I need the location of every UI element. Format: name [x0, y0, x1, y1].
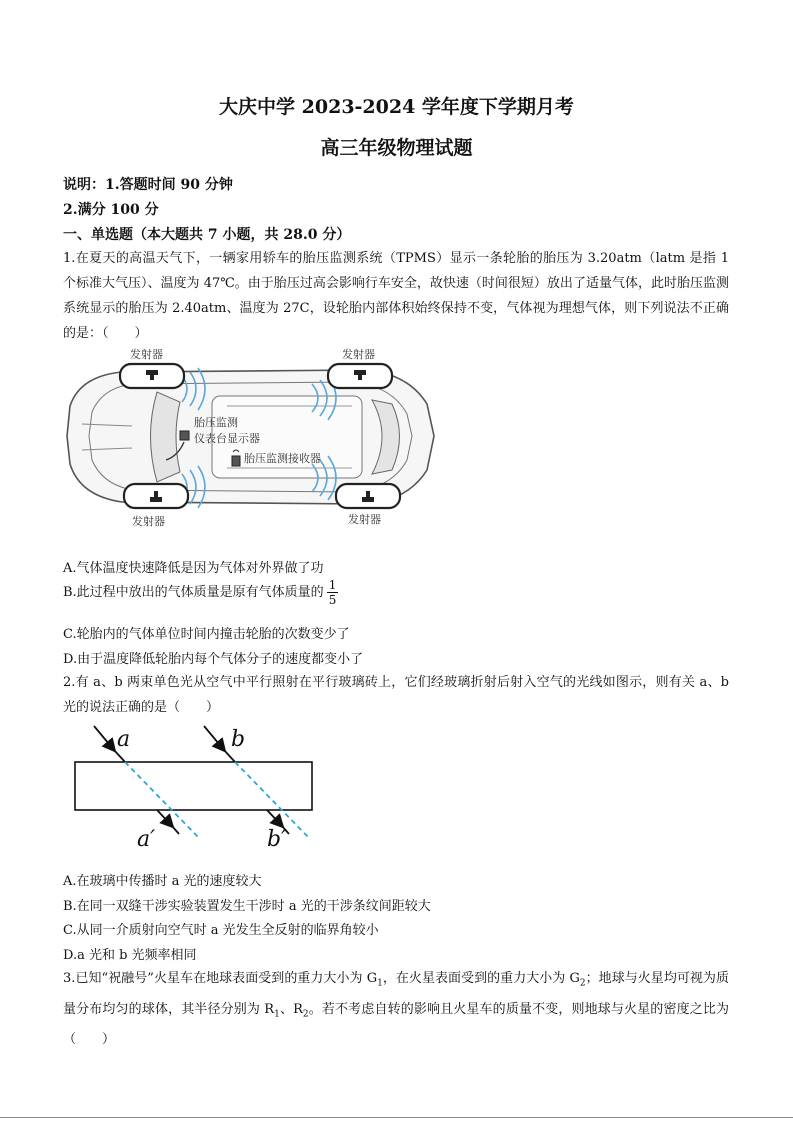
receiver-icon	[232, 456, 240, 466]
label-a-prime: a′	[137, 827, 156, 852]
section-heading: 一、单选题（本大题共 7 小题，共 28.0 分）	[63, 227, 351, 243]
fraction-one-fifth	[327, 578, 339, 607]
q3-text-5: 。若不考虑自转的影响且火星车的质量不变，则地球与火星的密度之比为（ ）	[63, 1001, 729, 1048]
windshield	[151, 392, 181, 482]
q1-option-b-text: B.此过程中放出的气体质量是原有气体质量的	[63, 585, 324, 600]
exam-subtitle: 高三年级物理试题	[320, 137, 473, 159]
label-monitor-line2: 仪表台显示器	[194, 432, 260, 445]
q3-sub-r1: 1	[274, 1009, 280, 1020]
q2-option-a: A.在玻璃中传播时 a 光的速度较大	[63, 874, 262, 889]
fraction-numerator: 1	[328, 578, 337, 592]
label-receiver: 胎压监测接收器	[244, 452, 321, 465]
q1-option-c: C.轮胎内的气体单位时间内撞击轮胎的次数变少了	[63, 627, 350, 642]
glass-refraction-figure	[62, 720, 324, 860]
label-emitter-br: 发射器	[348, 513, 381, 526]
tire-rear-right	[328, 364, 392, 388]
label-b: b	[231, 727, 246, 752]
label-emitter-bl: 发射器	[132, 515, 165, 528]
exam-title: 大庆中学 2023-2024 学年度下学期月考	[219, 96, 574, 118]
q2-option-c: C.从同一介质射向空气时 a 光发生全反射的临界角较小	[63, 923, 379, 938]
q1-option-b	[63, 578, 338, 607]
note-line-1: 说明：1.答题时间 90 分钟	[63, 177, 233, 193]
ray-b-incident	[204, 726, 224, 750]
label-emitter-tl: 发射器	[130, 348, 163, 361]
monitor-display-icon	[180, 431, 189, 440]
q3-sub-g1: 1	[377, 978, 383, 989]
question-2-stem: 2.有 a、b 两束单色光从空气中平行照射在平行玻璃砖上，它们经玻璃折射后射入空气的光线如图示，则有关 a、b 光的说法正确的是（ ）	[63, 675, 729, 715]
label-emitter-tr: 发射器	[342, 348, 375, 361]
question-3-stem	[63, 966, 729, 1052]
tpms-car-figure	[62, 344, 442, 532]
q3-sub-r2: 2	[302, 1009, 309, 1020]
ray-a-emergent	[157, 810, 172, 826]
glass-block	[75, 762, 312, 810]
q3-sub-g2: 2	[579, 978, 586, 989]
q3-text-4: 、R	[279, 1001, 303, 1017]
label-a: a	[117, 727, 131, 752]
ray-b-emergent	[267, 810, 282, 826]
note-line-2: 2.满分 100 分	[63, 202, 159, 218]
q2-option-b: B.在同一双缝干涉实验装置发生干涉时 a 光的干涉条纹间距较大	[63, 899, 431, 914]
ray-a-incident	[94, 726, 114, 750]
label-monitor-line1: 胎压监测	[194, 416, 238, 429]
tire-front-left	[120, 364, 184, 388]
tire-front-right	[124, 484, 188, 508]
q3-text-3: ；地球与火星均可视为质量分布均匀的球体，其半径分别为 R	[63, 971, 729, 1017]
q3-text-1: 3.已知“祝融号”火星车在地球表面受到的重力大小为 G	[63, 971, 378, 986]
q2-option-d: D.a 光和 b 光频率相同	[63, 948, 197, 963]
tire-rear-left	[336, 484, 400, 508]
question-1-stem: 1.在夏天的高温天气下，一辆家用轿车的胎压监测系统（TPMS）显示一条轮胎的胎压为 3.20atm（latm 是指 1 个标准大气压）、温度为 47℃。由于胎压过高会影响行车安全，故快速（时间很短）放出了适量气体，此时胎压监测系统显示的胎压为 2.40atm、温度为 27C，设轮胎内部体积始终保持不变，气体视为理想气体，则下列说法不正确的是：（ ）	[63, 251, 729, 341]
q1-option-d: D.由于温度降低轮胎内每个气体分子的速度都变小了	[63, 652, 364, 667]
fraction-denominator: 5	[328, 593, 337, 607]
label-b-prime: b′	[267, 827, 287, 852]
q3-text-2: ，在火星表面受到的重力大小为 G	[382, 971, 580, 986]
q1-option-a: A.气体温度快速降低是因为气体对外界做了功	[63, 561, 324, 576]
page-bottom-rule	[0, 1117, 793, 1118]
